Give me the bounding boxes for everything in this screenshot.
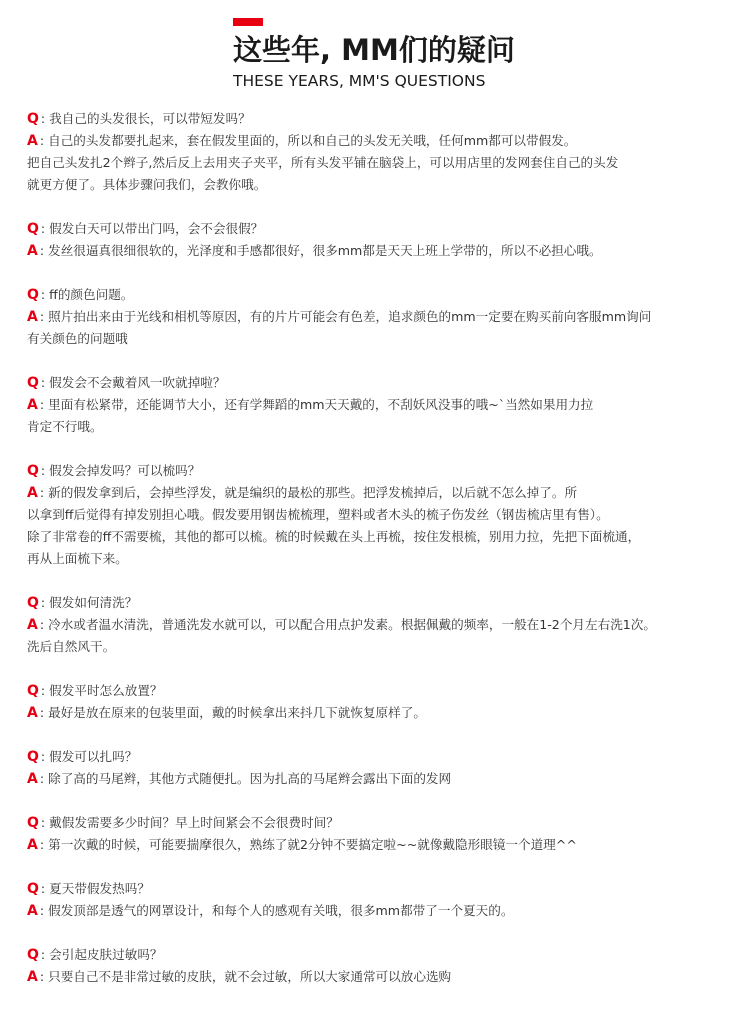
answer-line [27,394,743,416]
question-text: 假发会不会戴着风一吹就掉啦？ [49,375,226,390]
answer-marker: A [27,397,38,413]
answer-text: 最好是放在原来的包装里面，戴的时候拿出来抖几下就恢复原样了。 [48,705,426,720]
separator: : [39,705,45,720]
answer-line [27,504,743,526]
answer-marker: A [27,243,38,259]
answer-text: 自己的头发都要扎起来，套在假发里面的，所以和自己的头发无关哦，任何mm都可以带假发。 [48,133,577,148]
question-line [27,812,743,834]
answer-line [27,306,743,328]
question-line [27,878,743,900]
faq-item [27,108,743,196]
separator: : [40,815,46,830]
answer-text: 把自己头发扎2个辫子,然后反上去用夹子夹平，所有头发平铺在脑袋上，可以用店里的发网套住自己的头发 [27,155,619,170]
faq-item [27,878,743,922]
separator: : [40,463,46,478]
faq-item [27,944,743,988]
separator: : [40,683,46,698]
answer-marker: A [27,969,38,985]
separator: : [40,287,46,302]
separator: : [40,881,46,896]
faq-item [27,218,743,262]
question-marker: Q [27,881,39,897]
separator: : [40,111,46,126]
answer-line [27,614,743,636]
answer-marker: A [27,617,38,633]
answer-text: 照片拍出来由于光线和相机等原因，有的片片可能会有色差，追求颜色的mm一定要在购买前向客服mm询问 [48,309,652,324]
faq-item [27,592,743,658]
question-line [27,746,743,768]
question-marker: Q [27,287,39,303]
faq-item [27,284,743,350]
answer-marker: A [27,485,38,501]
separator: : [39,617,45,632]
question-text: 假发如何清洗？ [49,595,138,610]
question-text: ff的颜色问题。 [49,287,134,302]
answer-line [27,152,743,174]
question-marker: Q [27,221,39,237]
answer-text: 就更方便了。具体步骤问我们，会教你哦。 [27,177,267,192]
answer-marker: A [27,705,38,721]
answer-marker: A [27,309,38,325]
separator: : [39,969,45,984]
question-line [27,218,743,240]
question-text: 假发会掉发吗？可以梳吗？ [49,463,201,478]
question-marker: Q [27,947,39,963]
separator: : [39,309,45,324]
question-marker: Q [27,595,39,611]
faq-list [27,108,743,1010]
question-line [27,460,743,482]
question-text: 戴假发需要多少时间？早上时间紧会不会很费时间？ [49,815,339,830]
question-marker: Q [27,111,39,127]
answer-text: 肯定不行哦。 [27,419,103,434]
question-text: 我自己的头发很长，可以带短发吗？ [49,111,251,126]
answer-line [27,966,743,988]
question-text: 会引起皮肤过敏吗？ [49,947,163,962]
answer-marker: A [27,133,38,149]
question-marker: Q [27,683,39,699]
answer-text: 里面有松紧带，还能调节大小，还有学舞蹈的mm天天戴的，不刮妖风没事的哦~`当然如果用力拉 [48,397,594,412]
question-line [27,372,743,394]
question-text: 假发可以扎吗？ [49,749,138,764]
answer-text: 只要自己不是非常过敏的皮肤，就不会过敏，所以大家通常可以放心选购 [48,969,452,984]
separator: : [40,221,46,236]
answer-line [27,636,743,658]
answer-line [27,130,743,152]
answer-line [27,526,743,548]
separator: : [40,947,46,962]
answer-line [27,900,743,922]
question-line [27,592,743,614]
answer-text: 假发顶部是透气的网罩设计，和每个人的感观有关哦，很多mm都带了一个夏天的。 [48,903,514,918]
question-line [27,680,743,702]
question-text: 假发白天可以带出门吗，会不会很假？ [49,221,264,236]
separator: : [39,397,45,412]
separator: : [39,771,45,786]
separator: : [40,749,46,764]
separator: : [39,243,45,258]
question-marker: Q [27,815,39,831]
question-line [27,108,743,130]
question-marker: Q [27,463,39,479]
answer-text: 冷水或者温水清洗，普通洗发水就可以，可以配合用点护发素。根据佩戴的频率，一般在1-2个月左右洗1次。 [48,617,656,632]
answer-line [27,328,743,350]
question-line [27,944,743,966]
faq-item [27,680,743,724]
answer-line [27,834,743,856]
answer-line [27,548,743,570]
question-text: 夏天带假发热吗？ [49,881,150,896]
answer-line [27,416,743,438]
answer-text: 洗后自然风干。 [27,639,116,654]
page-subtitle: THESE YEARS, MM'S QUESTIONS [233,72,486,90]
answer-text: 第一次戴的时候，可能要揣摩很久，熟练了就2分钟不要搞定啦~~就像戴隐形眼镜一个道理^^ [48,837,577,852]
separator: : [40,595,46,610]
question-line [27,284,743,306]
separator: : [39,133,45,148]
answer-text: 除了非常卷的ff不需要梳，其他的都可以梳。梳的时候戴在头上再梳，按住发根梳，别用力拉，先把下面梳通， [27,529,641,544]
answer-line [27,482,743,504]
answer-text: 以拿到ff后觉得有掉发别担心哦。假发要用钢齿梳梳理，塑料或者木头的梳子伤发丝（钢齿梳店里有售）。 [27,507,609,522]
separator: : [40,375,46,390]
question-marker: Q [27,375,39,391]
answer-text: 新的假发拿到后，会掉些浮发，就是编织的最松的那些。把浮发梳掉后，以后就不怎么掉了。所 [48,485,578,500]
page-title: 这些年, MM们的疑问 [233,33,515,67]
faq-item [27,812,743,856]
answer-text: 有关颜色的问题哦 [27,331,128,346]
question-text: 假发平时怎么放置？ [49,683,163,698]
answer-text: 发丝很逼真很细很软的，光泽度和手感都很好，很多mm都是天天上班上学带的，所以不必担心哦。 [48,243,602,258]
answer-line [27,768,743,790]
answer-marker: A [27,903,38,919]
answer-line [27,240,743,262]
answer-marker: A [27,771,38,787]
accent-bar [233,18,263,26]
separator: : [39,485,45,500]
faq-item [27,460,743,570]
answer-line [27,702,743,724]
separator: : [39,903,45,918]
question-marker: Q [27,749,39,765]
answer-text: 再从上面梳下来。 [27,551,128,566]
answer-text: 除了高的马尾辫，其他方式随便扎。因为扎高的马尾辫会露出下面的发网 [48,771,452,786]
separator: : [39,837,45,852]
faq-item [27,372,743,438]
answer-line [27,174,743,196]
faq-item [27,746,743,790]
answer-marker: A [27,837,38,853]
